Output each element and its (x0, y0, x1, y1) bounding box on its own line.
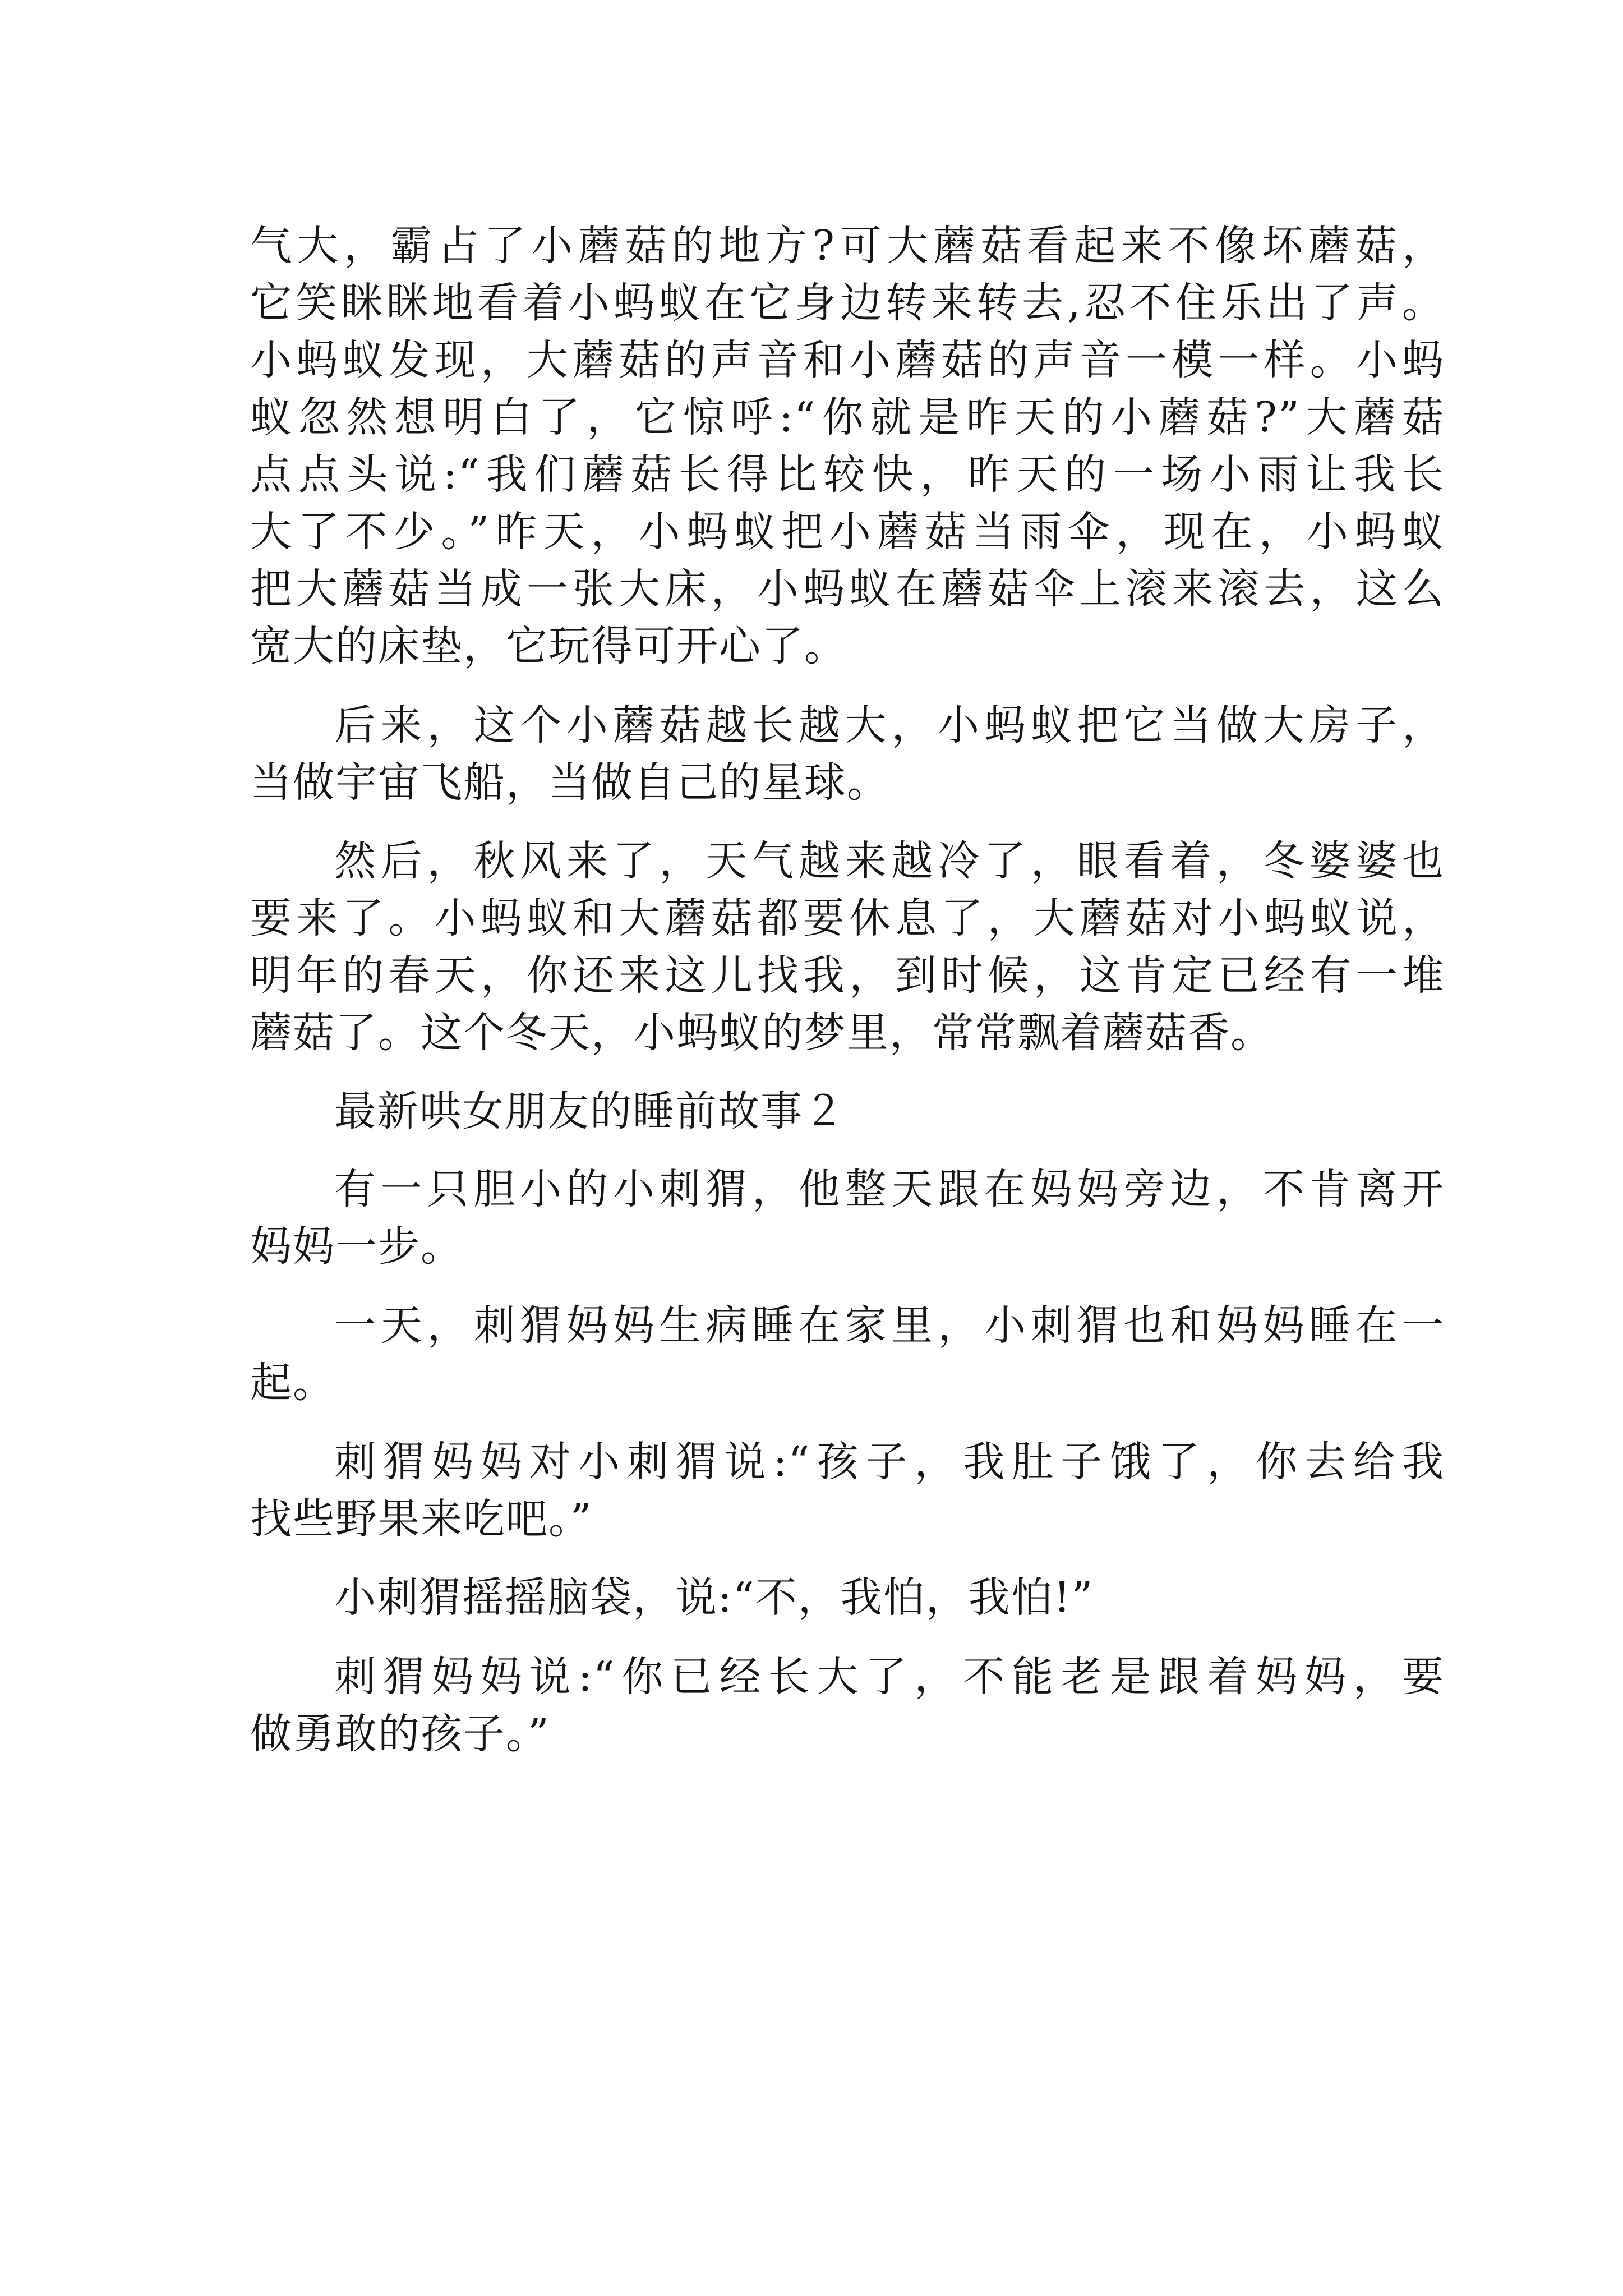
paragraph-first-line: 一天，刺猬妈妈生病睡在家里，小刺猬也和妈妈睡在一 (334, 1301, 1445, 1350)
text-line: 蘑菇了。这个冬天，小蚂蚁的梦里，常常飘着蘑菇香。 (250, 1009, 1273, 1057)
text-line: 找些野果来吃吧。” (250, 1495, 593, 1543)
paragraph-first-line: 有一只胆小的小刺猬，他整天跟在妈妈旁边，不肯离开 (334, 1165, 1445, 1213)
text-line: 做勇敢的孩子。” (250, 1710, 550, 1758)
text-line: 点点头说:“我们蘑菇长得比较快，昨天的一场小雨让我长 (250, 450, 1445, 499)
paragraph-first-line: 然后，秋风来了，天气越来越冷了，眼看着，冬婆婆也 (334, 837, 1445, 885)
text-line: 明年的春天，你还来这儿找我，到时候，这肯定已经有一堆 (250, 951, 1445, 1000)
text-line: 宽大的床垫，它玩得可开心了。 (250, 622, 847, 670)
text-line: 要来了。小蚂蚁和大蘑菇都要休息了，大蘑菇对小蚂蚁说， (250, 894, 1445, 942)
text-line: 小蚂蚁发现，大蘑菇的声音和小蘑菇的声音一模一样。小蚂 (250, 336, 1445, 384)
text-line: 把大蘑菇当成一张大床，小蚂蚁在蘑菇伞上滚来滚去，这么 (250, 565, 1445, 613)
paragraph-first-line: 小刺猬摇摇脑袋，说:“不，我怕，我怕!” (334, 1573, 1094, 1622)
section-heading: 最新哄女朋友的睡前故事２ (334, 1087, 846, 1135)
text-line: 气大，霸占了小蘑菇的地方?可大蘑菇看起来不像坏蘑菇， (250, 222, 1445, 270)
paragraph-first-line: 刺猬妈妈说:“你已经长大了，不能老是跟着妈妈，要 (334, 1653, 1445, 1701)
text-line: 它笑眯眯地看着小蚂蚁在它身边转来转去,忍不住乐出了声。 (250, 279, 1445, 327)
paragraph-first-line: 刺猬妈妈对小刺猬说:“孩子，我肚子饿了，你去给我 (334, 1438, 1445, 1486)
paragraph-first-line: 后来，这个小蘑菇越长越大，小蚂蚁把它当做大房子， (334, 701, 1445, 749)
text-line: 大了不少。”昨天，小蚂蚁把小蘑菇当雨伞，现在，小蚂蚁 (250, 508, 1445, 556)
text-line: 当做宇宙飞船，当做自己的星球。 (250, 758, 889, 807)
text-line: 蚁忽然想明白了，它惊呼:“你就是昨天的小蘑菇?”大蘑菇 (250, 393, 1445, 441)
text-line: 妈妈一步。 (250, 1222, 463, 1271)
text-line: 起。 (250, 1359, 335, 1407)
